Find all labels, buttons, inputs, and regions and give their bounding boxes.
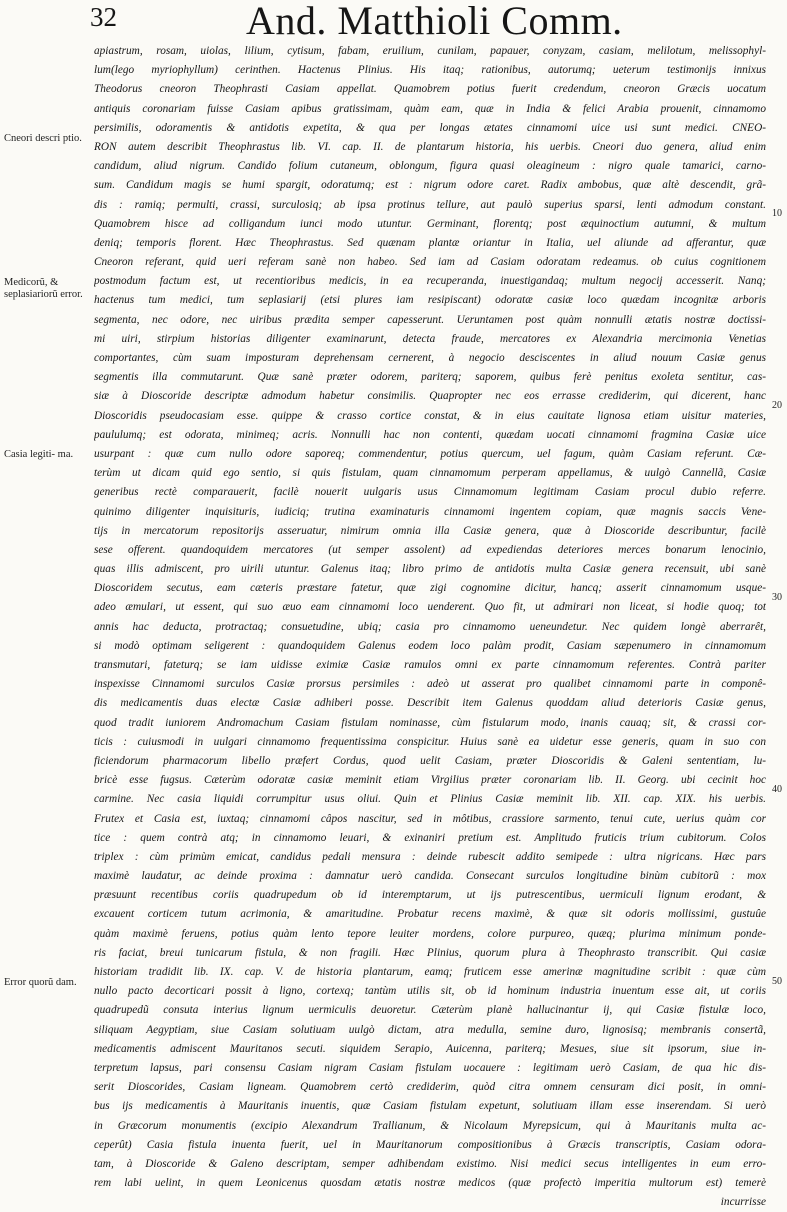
text-line: carmine. Nec casia liquidi corrumpitur usus oliui. Quin et Plinius Casiæ meminit lib. XII. cap. XIX. his uerbis.	[94, 793, 766, 806]
text-line: deniq; temporis florent. Hæc Theophrastus. Sed quænam plantæ oriantur in Italia, uel aliunde ad afferantur, quæ	[94, 236, 766, 249]
line-number: 10	[772, 208, 782, 219]
text-line: si modò optimam seligerent : quandoquidem Galenus eodem loco palàm prodit, Casiam sæpenumero in cinnamomum	[94, 639, 766, 652]
text-line: historiam tradidit lib. IX. cap. V. de historia plantarum, eamq; fruticem esse amerinæ magnitudine scribit : quæ cùm	[94, 966, 766, 978]
text-line: Cneoron referant, quid ueri referam sanè non habeo. Sed iam ad Casiam odoratam redeamus. ob cuius cognitionem	[94, 256, 766, 269]
text-line: Dioscoridis pseudocasiam esse. quippe & crasso cortice constat, & in eius cauitate lignosa etiam uisitur materies,	[94, 409, 766, 422]
text-line: dis medicamentis duas electæ Casiæ adhiberi posse. Describit item Galenus quoddam aliud deterioris Casiæ genus,	[94, 697, 766, 710]
text-line: nullo pacto decorticari possit à ligno, cortexq; tantùm utilis sit, ob id hominum industria inuentum esse ait, ut coriis	[94, 985, 766, 998]
text-line: bricè esse fugsus. Cæterùm odoratæ casiæ meminit etiam Virgilius præter coronariam lib. II. Georg. ubi cecinit hoc	[94, 774, 766, 787]
text-line: persimilis, odoramentis & antidotis expetita, & qua per longas ætates cinnamomi uice usi sunt medici. CNEO-	[94, 121, 766, 134]
text-line: Dioscoridem secutus, eam cæteris præstare fatetur, quæ zigi cognomine dicitur, hancq; asserit cinnamomum usque-	[94, 582, 766, 595]
text-line: antiquis coronariam fuisse Casiam apibus gratissimam, quàm eam, quæ in India & felici Arabia prouenit, cinnamomo	[94, 102, 766, 115]
text-line: siliquam Aegyptiam, siue Casiam solutiuam uulgò dictam, atra medulla, semine duro, lignosisq; membranis consertã,	[94, 1023, 766, 1036]
text-line: dis : ramiq; permulti, crassi, surculosiq; ab ipsa protinus tellure, aut paulò superius sparsi, lenti admodum constant.	[94, 198, 766, 211]
text-line: in Græcorum monumentis (excipio Alexandrum Trallianum, & Nicolaum Myrepsicum, qui à Mauritanis multa ac-	[94, 1119, 766, 1132]
text-line: quinimo diligenter inquisituris, iudiciq; trutina examinaturis cinnamomi ingentem copiam, quæ magnis saccis Vene-	[94, 505, 766, 518]
text-line: transmutari, fateturq; se iam uidisse eximiæ Casiæ ramulos omni ex parte cinnamomum referentes. Contrà pariter	[94, 659, 766, 671]
text-line: inspexisse Cinnamomi surculos Casiæ prorsus persimiles : adeò ut asserat pro qualibet cinnamomi parte in componê-	[94, 678, 766, 691]
text-line: triplex : cùm primùm emicat, candidus pedali mensura : deinde rubescit addito semipede : ultra nigricans. Hæc pars	[94, 850, 766, 863]
text-line: tam, à Dioscoride & Galeno descriptam, semper adhibendam existimo. Nisi medici secus intelligentes in eum erro-	[94, 1157, 766, 1170]
text-line: mi uiri, stirpium historias diligenter examinarunt, detecta fraude, mercatores ex Alexandria mercimonia Venetias	[94, 332, 766, 345]
text-line: candidum, aliud nigrum. Candido folium cutaneum, oblongum, figura quasi oleagineum : nigro quale tamarici, carno-	[94, 160, 766, 173]
text-line: Quamobrem hisce ad colligandum iunci modo utuntur. Germinant, florentq; post æquinoctium autumni, & multum	[94, 217, 766, 230]
text-line: segmentis illa commutarunt. Quæ sanè præter odorem, pariterq; saporem, quibus ferè penitus exoleta sentitur, cas-	[94, 371, 766, 384]
margin-note: Cneori descri ptio.	[4, 133, 82, 144]
line-number: 50	[772, 976, 782, 987]
running-head: And. Matthioli Comm.	[246, 0, 623, 43]
text-line: tice : quem contrà atq; in cinnamomo leuari, & exinaniri pretium est. Amplitudo fruticis trium cubitorum. Colos	[94, 831, 766, 844]
text-line: ticis : cuiusmodi in uulgari cinnamomo frequentissima conspicitur. Huius sanè ea uidetur esse generis, quam in suo con	[94, 735, 766, 748]
text-line: bus ijs medicamentis à Mauritanis inuentis, quæ Casiam fistulam expetunt, solutiuam illam esse inserendam. Si uerò	[94, 1100, 766, 1113]
text-line: RON autem describit Theophrastus lib. VI. cap. II. de plantarum historia, his uerbis. Cneori duo genera, aliud enim	[94, 140, 766, 153]
page-header	[0, 0, 787, 43]
text-line: lum(lego myriophyllum) cerinthen. Hactenus Plinius. His itaq; rationibus, autorumq; ueterum testimonijs innixus	[94, 64, 766, 77]
text-line: quàm maximè feruens, potius quàm lento tepore leuiter mordens, colore purpureo, quæq; plurima minimum ponde-	[94, 927, 766, 940]
text-line: quod tradit iuniorem Andromachum Casiam fistulam nominasse, cùm fistularum modo, inanis cauaq; sit, & crassi cor-	[94, 716, 766, 729]
text-line: apiastrum, rosam, uiolas, lilium, cytisum, fabam, eruilium, cunilam, papauer, conyzam, casiam, melilotum, melissophyl-	[94, 45, 766, 57]
text-line: terpretum lapsus, pari consensu Casiam nigram Casiam fistulam uocauere : legitimam uerò Casiam, de qua hic dis-	[94, 1061, 766, 1074]
text-line: generibus rectè comparauerit, facilè nouerit uulgaris usus Cinnamomum legitimam Casiam procul dubio referre.	[94, 486, 766, 499]
margin-note: Medicorũ, & seplasiariorũ error.	[4, 277, 83, 300]
text-line: sum. Candidum magis se humi spargit, odoratumq; est : nigrum odore caret. Radix ambobus, quæ altè descendit, grã-	[94, 179, 766, 192]
text-line: terùm ut dicam quid ego sentio, si quis fistulam, quam cinnamomum perperam appellamus, & uulgò Cannellã, Casiæ	[94, 467, 766, 480]
line-number: 40	[772, 784, 782, 795]
text-line: segmenta, nec odore, nec uiribus prædita semper capesserunt. Ueruntamen post quàm nonnulli ætatis nostræ doctissi-	[94, 313, 766, 326]
text-line: Theodorus cneoron Theophrasti Casiam appellat. Quamobrem potius fuerit credendum, cneoron Græcis uocatum	[94, 83, 766, 96]
text-line: medicamentis admiscent Mauritanos secuti. siquidem Serapio, Auicenna, pariterq; Mesues, siue sit ipsorum, siue in-	[94, 1042, 766, 1055]
text-line: quas illis admiscent, pro uirili utuntur. Galenus itaq; libro primo de antidotis multa Casiæ genera recensuit, ubi sanè	[94, 563, 766, 576]
text-line: serit Dioscorides, Casiam ligneam. Quamobrem certò crediderim, quòd citra omnem censuram dici posit, in omni-	[94, 1081, 766, 1094]
margin-note: Casia legiti- ma.	[4, 449, 74, 460]
text-line: excauent corticem tutum acrimonia, & amaritudine. Probatur recens maximè, & quæ sit odoris mollissimi, gustuûe	[94, 908, 766, 921]
line-number: 30	[772, 592, 782, 603]
text-line: paululumq; est odorata, minimeq; acris. Nonnulli hac non contenti, quædam uocati cinnamomi fragmina Casiæ uice	[94, 428, 766, 441]
text-line: ficiendorum pharmacorum libello præfert Cordus, quod uelit Casiam, præter Dioscoridis & Galeni sententiam, lu-	[94, 754, 766, 767]
text-line: tijs in mercatorum repositorijs asseruatur, nimirum omnia illa Casiæ genera, quæ à Dioscoride describuntur, facilè	[94, 524, 766, 537]
margin-note: Error quorũ dam.	[4, 977, 77, 988]
page-number: 32	[90, 2, 117, 32]
text-line: maximè laudatur, ac deinde proxima : damnatur uerò candida. Consecant surculos longitudine binùm cubitorũ : mox	[94, 870, 766, 883]
text-line: rem labi uelint, in quem Leonicenus quosdam ætatis nostræ medicos (quæ profectò imperitia multorum est) temerè	[94, 1177, 766, 1190]
text-line: comportantes, cùm suam imposturam deprehensam cernerent, à negocio desciscentes in aliud nouum Casiæ genus	[94, 352, 766, 364]
text-line: quadrupedũ consuta interius lignum uermiculis deuoretur. Cæterùm planè hallucinantur ij, qui Casiæ fistulæ loco,	[94, 1004, 766, 1017]
body-text	[94, 42, 766, 1212]
text-line: ceperût) Casia fistula inuenta fuerit, uel in Mauritanorum compositionibus à Græcis transcriptis, Casiam odora-	[94, 1138, 766, 1151]
line-number: 20	[772, 400, 782, 411]
text-line: adeo æmulari, ut essent, qui suo æuo eam cinnamomi loco uenderent. Quo fit, ut admirari non liceat, si hodie quoq; tot	[94, 601, 766, 614]
text-line: præsuunt recentibus coriis quadrupedum ob id interemptarum, ut ijs putrescentibus, uermiculi lignum erodant, &	[94, 889, 766, 902]
text-line: ris faciat, breui tunicarum fistula, & non fragili. Hæc Plinius, quorum plura à Theophrasto transcribit. Qui casiæ	[94, 946, 766, 959]
text-line: Frutex et Casia est, iuxtaq; cinnamomi câpos nascitur, sed in môtibus, crassiore sarmento, tenui cute, uerius quàm cor	[94, 812, 766, 825]
text-line: sese offerent. quandoquidem mercatores (ut semper assolent) ad expediendas deteriores merces bonarum lenocinio,	[94, 543, 766, 556]
text-line: siæ à Dioscoride descriptæ admodum habetur consimilis. Quapropter nec eos errasse crediderim, qui dicerent, hanc	[94, 390, 766, 403]
text-line: usurpant : quæ cum nullo odore saporeq; commendentur, potius quercum, uel fagum, quàm Casiam referunt. Cæ-	[94, 447, 766, 460]
text-line: incurrisse	[720, 1196, 766, 1209]
text-line: postmodum factum est, ut recentioribus medicis, in ea recuperanda, inuestigandaq; multum negocij accesserit. Nanq;	[94, 275, 766, 288]
text-line: annis hac deducta, protractaq; consuetudine, ubiq; casia pro cinnamomo ueneundetur. Nec quidem longè aberrarêt,	[94, 620, 766, 633]
text-line: hactenus tum medici, tum seplasiarij (etsi plures iam resipiscant) odoratæ casiæ loco quædam incognitæ arboris	[94, 294, 766, 307]
